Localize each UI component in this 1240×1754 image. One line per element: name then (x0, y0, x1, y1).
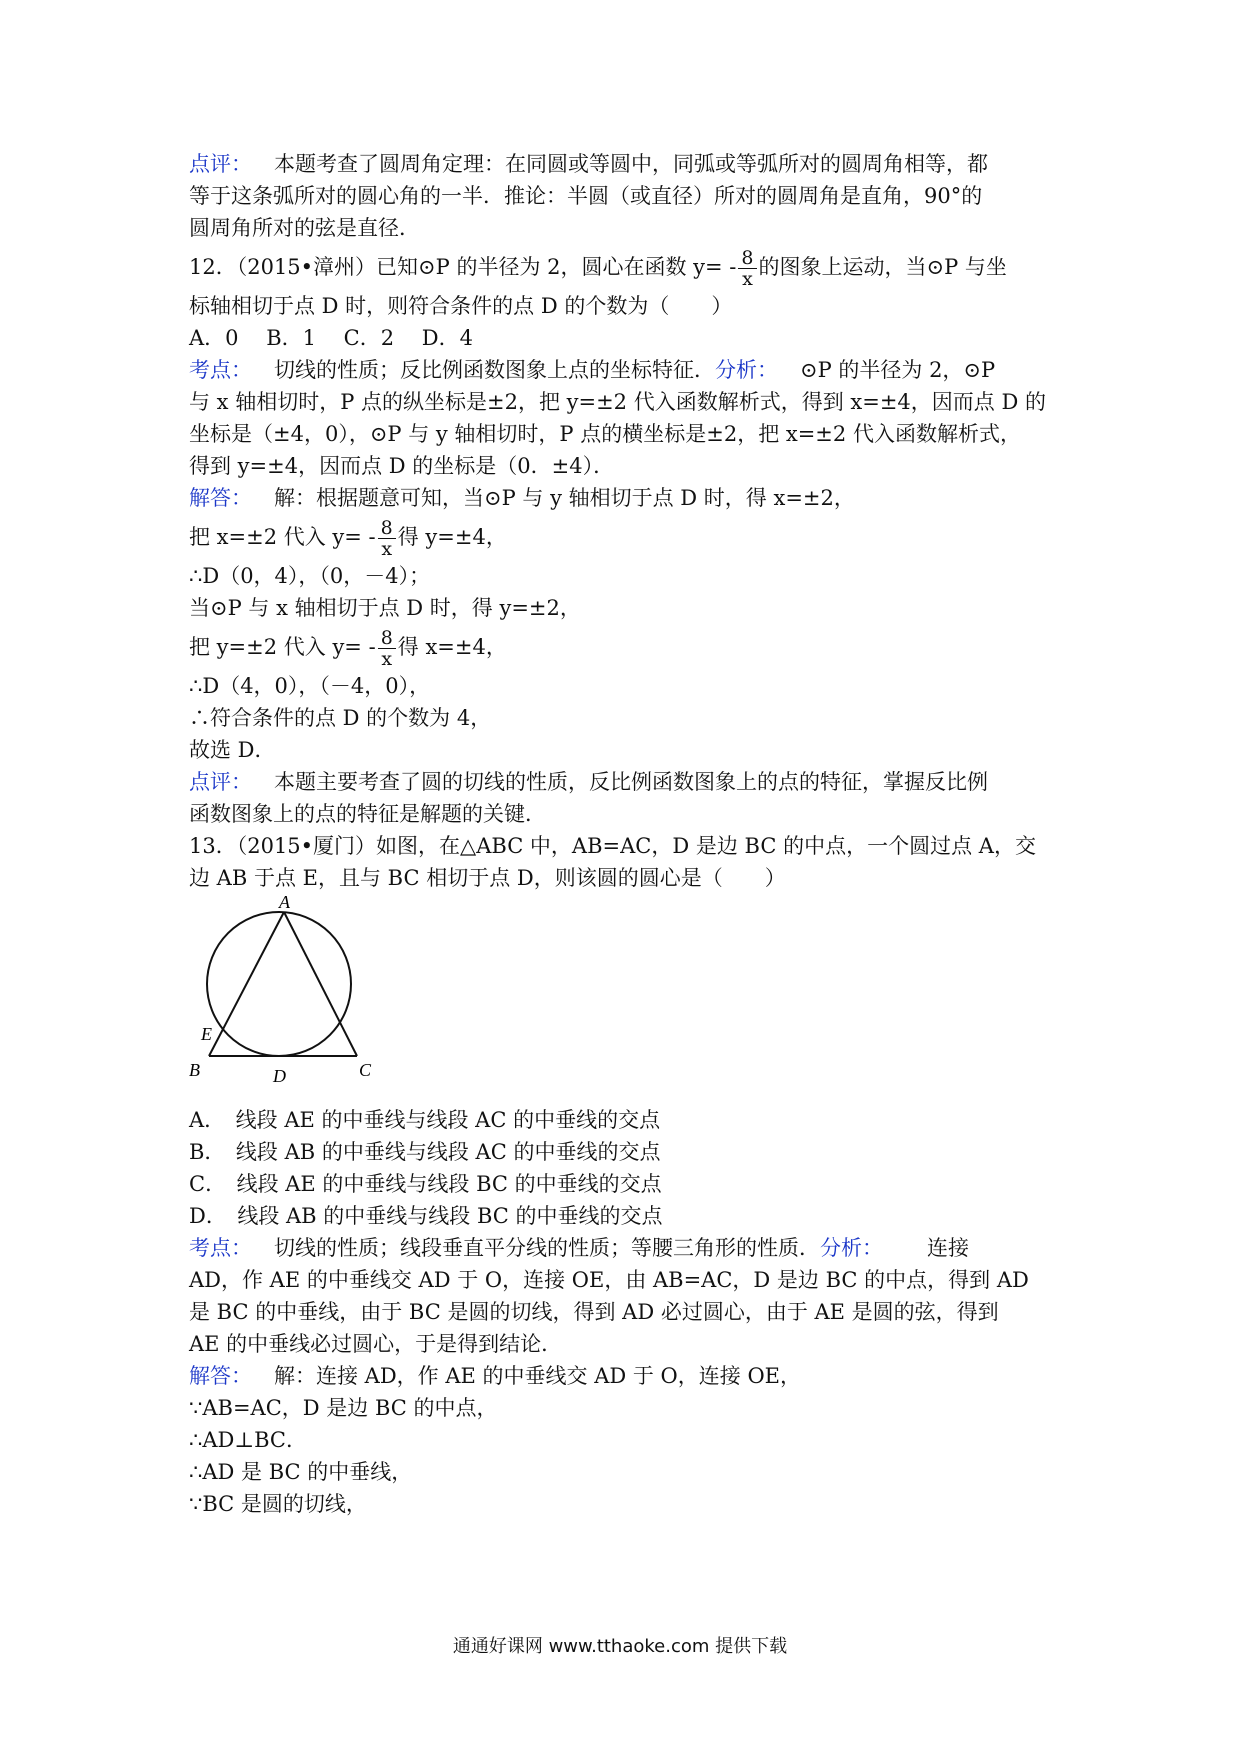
question-12-stem-cont: 标轴相切于点 D 时，则符合条件的点 D 的个数为（ ） (189, 294, 733, 318)
triangle-circle-diagram (189, 894, 409, 1104)
analysis-line: AE 的中垂线必过圆心，于是得到结论． (189, 1332, 563, 1356)
solution-line: ∴D（0，4），（0，－4）； (189, 564, 431, 588)
solution-line: ∴AD 是 BC 的中垂线， (189, 1460, 413, 1484)
solution-line: ∴AD⊥BC． (189, 1428, 308, 1452)
side-ab (209, 912, 284, 1056)
comment-line: 点评： 本题考查了圆周角定理：在同圆或等圆中，同弧或等弧所对的圆周角相等，都 (189, 152, 988, 176)
question-12-stem: 12．（2015•漳州）已知⊙P 的半径为 2，圆心在函数 y= - $\frac{8}{x}$ 的图象上运动，当⊙P 与坐 (189, 247, 1007, 290)
analysis-line: 得到 y=±4，因而点 D 的坐标是（0．±4）． (189, 454, 615, 478)
question-12-options: A．0 B．1 C．2 D．4 (189, 326, 473, 350)
document-body (189, 148, 1069, 1520)
solution-line: 当⊙P 与 x 轴相切于点 D 时，得 y=±2， (189, 596, 581, 620)
comment-tag: 点评： (189, 152, 252, 176)
solution-line: 解答： 解：连接 AD，作 AE 的中垂线交 AD 于 O，连接 OE， (189, 1364, 801, 1388)
kaodian-line: 考点： 切线的性质；线段垂直平分线的性质；等腰三角形的性质．分析： 连接 (189, 1236, 969, 1260)
solution-line: ∵AB=AC，D 是边 BC 的中点， (189, 1396, 498, 1420)
option-a: A． 线段 AE 的中垂线与线段 AC 的中垂线的交点 (189, 1108, 661, 1132)
solution-line: 故选 D． (189, 738, 276, 762)
question-13-stem: 13．（2015•厦门）如图，在△ABC 中，AB=AC，D 是边 BC 的中点，一个圆过点 A，交 (189, 834, 1036, 858)
analysis-line: 坐标是（±4，0），⊙P 与 y 轴相切时，P 点的横坐标是±2，把 x=±2 代入函数解析式， (189, 422, 1021, 446)
solution-line: 解答： 解：根据题意可知，当⊙P 与 y 轴相切于点 D 时，得 x=±2， (189, 486, 855, 510)
fraction: $\frac{8}{x}$ (378, 518, 396, 559)
analysis-line: 与 x 轴相切时，P 点的纵坐标是±2，把 y=±2 代入函数解析式，得到 x=±4，因而点 D 的 (189, 390, 1046, 414)
geometry-figure (189, 894, 1069, 1104)
question-13-stem-cont: 边 AB 于点 E，且与 BC 相切于点 D，则该圆的圆心是（ ） (189, 866, 786, 890)
text-line: 等于这条弧所对的圆心角的一半．推论：半圆（或直径）所对的圆周角是直角，90°的 (189, 184, 983, 208)
label-e: E (201, 1024, 212, 1044)
option-c: C． 线段 AE 的中垂线与线段 BC 的中垂线的交点 (189, 1172, 662, 1196)
page-footer: 通通好课网 www.tthaoke.com 提供下载 (452, 1636, 788, 1657)
analysis-line: 是 BC 的中垂线，由于 BC 是圆的切线，得到 AD 必过圆心，由于 AE 是圆的弦，得到 (189, 1300, 999, 1324)
label-d: D (273, 1066, 286, 1086)
option-d: D． 线段 AB 的中垂线与线段 BC 的中垂线的交点 (189, 1204, 663, 1228)
fraction: $\frac{8}{x}$ (378, 628, 396, 669)
label-c: C (359, 1060, 372, 1080)
solution-line: ∵BC 是圆的切线， (189, 1492, 367, 1516)
solution-line: 把 y=±2 代入 y= - $\frac{8}{x}$ 得 x=±4， (189, 627, 507, 670)
label-a: A (279, 894, 290, 912)
text-line: 圆周角所对的弦是直径． (189, 216, 420, 240)
solution-line: ∴D（4，0），（－4，0）， (189, 674, 431, 698)
analysis-line: AD，作 AE 的中垂线交 AD 于 O，连接 OE，由 AB=AC，D 是边 BC 的中点，得到 AD (189, 1268, 1029, 1292)
kaodian-line: 考点： 切线的性质；反比例函数图象上点的坐标特征．分析： ⊙P 的半径为 2，⊙P (189, 358, 996, 382)
circle (207, 912, 351, 1056)
comment-line: 点评： 本题主要考查了圆的切线的性质，反比例函数图象上的点的特征，掌握反比例 (189, 770, 988, 794)
label-b: B (189, 1060, 200, 1080)
option-b: B． 线段 AB 的中垂线与线段 AC 的中垂线的交点 (189, 1140, 661, 1164)
comment-line: 函数图象上的点的特征是解题的关键． (189, 802, 546, 826)
solution-line: 把 x=±2 代入 y= - $\frac{8}{x}$ 得 y=±4， (189, 517, 507, 560)
solution-line: ∴符合条件的点 D 的个数为 4， (189, 706, 492, 730)
side-ac (284, 912, 357, 1056)
fraction: $\frac{8}{x}$ (738, 248, 756, 289)
